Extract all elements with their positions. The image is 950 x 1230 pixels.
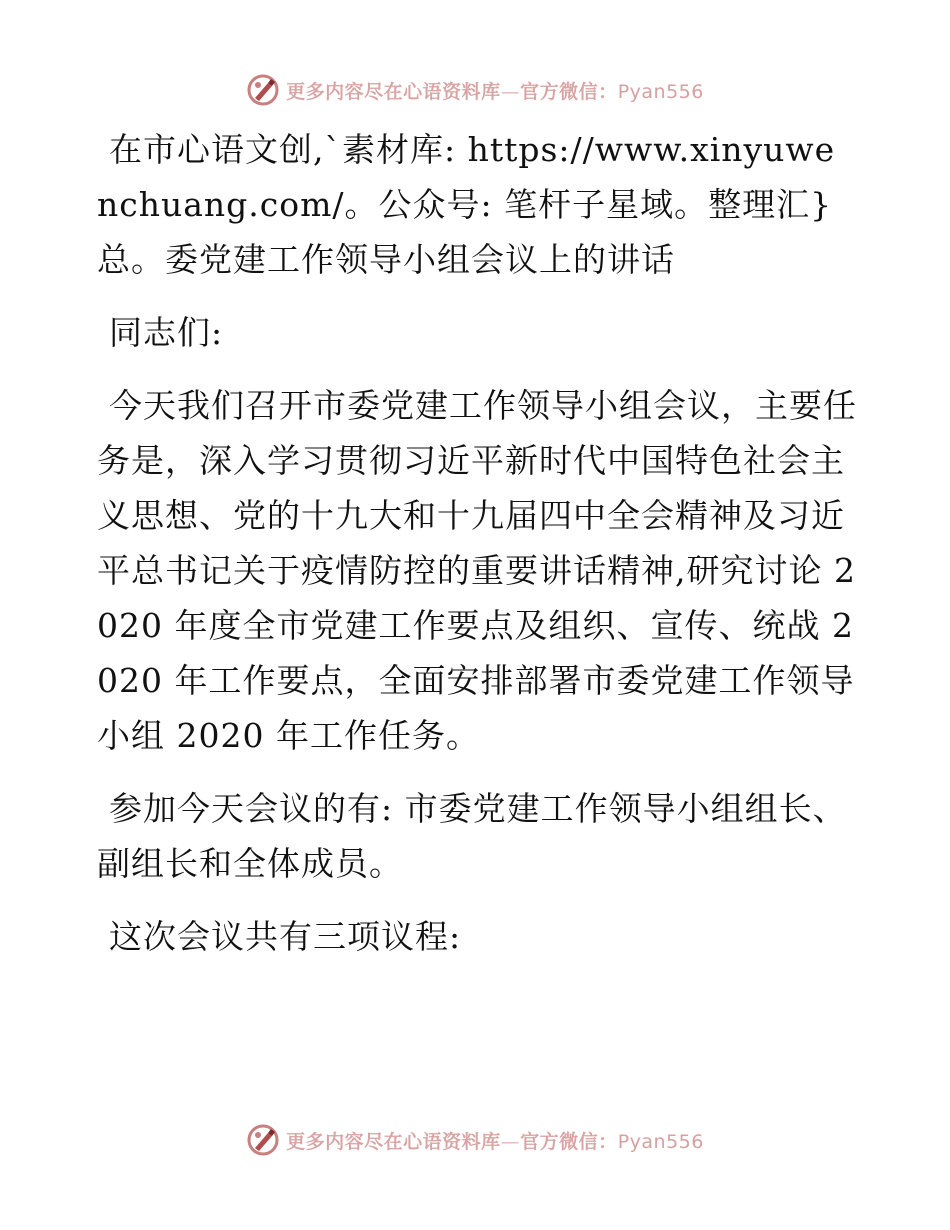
footer-watermark [0,1120,950,1160]
watermark-text [286,1127,704,1154]
paragraph-attendees: 参加今天会议的有: 市委党建工作领导小组组长、副组长和全体成员。 [97,789,847,883]
paragraph-intro: 今天我们召开市委党建工作领导小组会议，主要任务是，深入学习贯彻习近平新时代中国特色社会主义思想、党的十九大和十九届四中全会精神及习近平总书记关于疫情防控的重要讲话精神,研究讨论 2020 年度全市党建工作要点及组织、宣传、统战 2020 年工作要点，全面安排部署市委党建工作领导小组 2020 年工作任务。 [97,386,857,755]
watermark-suffix: 官方微信： [520,80,618,103]
header-watermark [0,70,950,110]
paragraph-salutation: 同志们: [109,313,224,352]
watermark-dash: — [500,1130,521,1153]
watermark-suffix: 官方微信： [520,1130,618,1153]
paragraph-title: 在市心语文创,`素材库: https://www.xinyuwenchuang.com/。公众号: 笔杆子星域。整理汇}总。委党建工作领导小组会议上的讲话 [97,130,836,279]
watermark-wechat-id: Pyan556 [617,80,704,103]
pen-logo-icon [246,73,280,107]
pen-logo-icon [246,1123,280,1157]
watermark-text [286,77,704,104]
document-body [97,122,857,982]
watermark-group [246,1123,704,1157]
watermark-group [246,73,704,107]
watermark-wechat-id: Pyan556 [617,1130,704,1153]
watermark-dash: — [500,80,521,103]
paragraph-agenda: 这次会议共有三项议程: [109,917,462,956]
watermark-main: 更多内容尽在心语资料库 [286,80,501,103]
watermark-main: 更多内容尽在心语资料库 [286,1130,501,1153]
